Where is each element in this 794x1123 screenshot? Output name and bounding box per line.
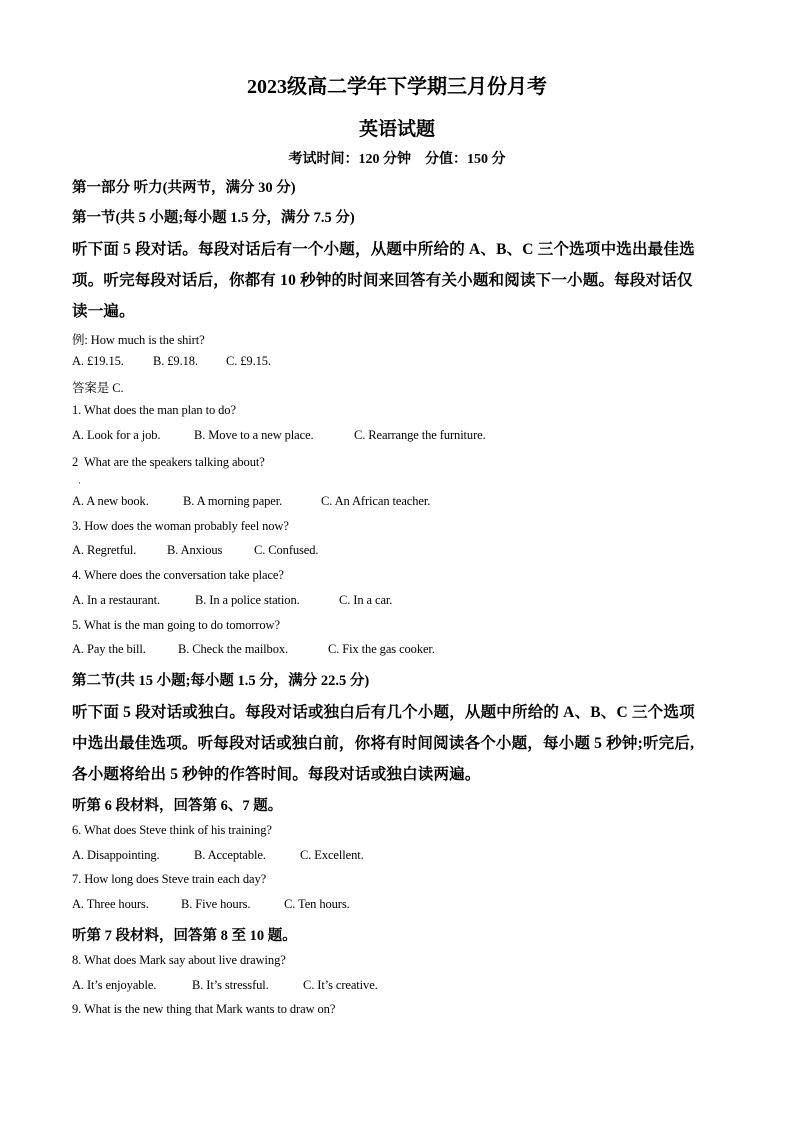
question-4-options: [72, 593, 392, 608]
question-1-options: [72, 428, 486, 443]
question-3: 3. How does the woman probably feel now?: [72, 519, 289, 533]
option: A. It’s enjoyable.: [72, 978, 157, 992]
option: A. Regretful.: [72, 543, 137, 557]
option: C. An African teacher.: [321, 494, 431, 508]
question-4: 4. Where does the conversation take place?: [72, 568, 284, 582]
exam-subject: 英语试题: [358, 119, 435, 140]
exam-title: 2023级高二学年下学期三月份月考: [247, 76, 547, 98]
option: B. Check the mailbox.: [178, 642, 289, 656]
option: A. Look for a job.: [72, 428, 161, 442]
material7-heading: 听第 7 段材料，回答第 8 至 10 题。: [72, 928, 297, 944]
option: C. Rearrange the furniture.: [354, 428, 486, 442]
option: A. Disappointing.: [72, 848, 160, 862]
option: A. Pay the bill.: [72, 642, 146, 656]
section1-instruction-line: 听下面 5 段对话。每段对话后有一个小题，从题中所给的 A、B、C 三个选项中选出最佳选: [72, 241, 695, 258]
option: C. It’s creative.: [303, 978, 378, 992]
example-answer: 答案是 C.: [72, 381, 124, 395]
section1-heading: 第一节(共 5 小题;每小题 1.5 分，满分 7.5 分): [72, 210, 355, 226]
option: B. Move to a new place.: [194, 428, 314, 442]
section2-instruction-line: 中选出最佳选项。听每段对话或独白前，你将有时间阅读各个小题，每小题 5 秒钟;听完后,: [72, 735, 695, 752]
option: A. In a restaurant.: [72, 593, 160, 607]
section1-instruction-line: 读一遍。: [72, 303, 135, 320]
option: C. Fix the gas cooker.: [328, 642, 435, 656]
question-6: 6. What does Steve think of his training?: [72, 823, 272, 837]
option: B. A morning paper.: [183, 494, 283, 508]
option: C. Excellent.: [300, 848, 364, 862]
option: B. Anxious: [167, 543, 223, 557]
question-8: 8. What does Mark say about live drawing?: [72, 953, 286, 967]
option: C. Confused.: [254, 543, 319, 557]
section2-instruction-line: 各小题将给出 5 秒钟的作答时间。每段对话或独白读两遍。: [72, 766, 481, 783]
question-3-options: [72, 543, 318, 558]
question-8-options: [72, 978, 378, 993]
exam-info: 考试时间：120 分钟 分值：150 分: [288, 152, 506, 167]
question-5: 5. What is the man going to do tomorrow?: [72, 618, 280, 632]
question-9: 9. What is the new thing that Mark wants to draw on?: [72, 1002, 336, 1016]
option: B. In a police station.: [195, 593, 300, 607]
option: C. Ten hours.: [284, 897, 350, 911]
option: A. £19.15.: [72, 354, 124, 368]
question-2: 2 What are the speakers talking about?: [72, 455, 265, 469]
question-6-options: [72, 848, 364, 863]
stray-mark: ·: [78, 478, 81, 488]
option: B. £9.18.: [153, 354, 198, 368]
option: B. Acceptable.: [194, 848, 266, 862]
option: B. It’s stressful.: [192, 978, 269, 992]
question-1: 1. What does the man plan to do?: [72, 403, 236, 417]
option: C. In a car.: [339, 593, 393, 607]
example-question: 例: How much is the shirt?: [72, 333, 205, 347]
option: A. A new book.: [72, 494, 149, 508]
option: C. £9.15.: [226, 354, 271, 368]
option: A. Three hours.: [72, 897, 149, 911]
question-7: 7. How long does Steve train each day?: [72, 872, 267, 886]
option: B. Five hours.: [181, 897, 251, 911]
section2-heading: 第二节(共 15 小题;每小题 1.5 分，满分 22.5 分): [72, 673, 370, 689]
example-options: [72, 354, 271, 369]
part1-heading: 第一部分 听力(共两节，满分 30 分): [72, 180, 296, 196]
question-2-options: [72, 494, 430, 509]
question-7-options: [72, 897, 350, 912]
section2-instruction-line: 听下面 5 段对话或独白。每段对话或独白后有几个小题，从题中所给的 A、B、C 三个选项: [72, 704, 695, 721]
material6-heading: 听第 6 段材料，回答第 6、7 题。: [72, 798, 283, 814]
question-5-options: [72, 642, 435, 657]
section1-instruction-line: 项。听完每段对话后，你都有 10 秒钟的时间来回答有关小题和阅读下一小题。每段对话仅: [72, 272, 693, 289]
